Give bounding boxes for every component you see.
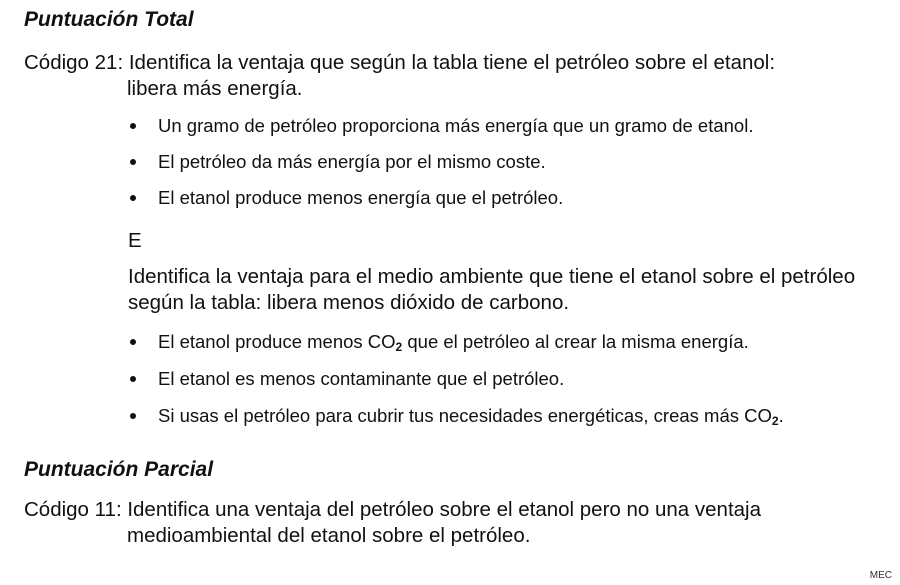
bullet-icon [130,195,136,201]
list-item-text: El etanol es menos contaminante que el petróleo. [158,368,565,389]
bullet-icon [130,123,136,129]
list-item-text: Si usas el petróleo para cubrir tus necesidades energéticas, creas más $CO_2$. [158,405,784,428]
energy-advantage-list [128,114,888,222]
list-item [128,330,888,354]
code-21-block [24,50,884,102]
environment-advantage-paragraph: Identifica la ventaja para el medio ambiente que tiene el etanol sobre el petróleo según la tabla: libera menos dióxido de carbono. [128,265,856,314]
list-item-text: El etanol produce menos energía que el petróleo. [158,187,564,208]
bullet-icon [130,376,136,382]
heading-puntuacion-total: Puntuación Total [24,8,194,31]
bullet-icon [130,413,136,419]
list-item [128,367,888,391]
list-item [128,150,888,174]
subscript: 2 [395,340,403,354]
code-21-continuation: libera más energía. [127,77,303,100]
bullet-icon [130,159,136,165]
code-11-text: Código 11: Identifica una ventaja del petróleo sobre el etanol pero no una ventaja [24,498,762,521]
conjunction-text: E [128,229,142,252]
image-credit: MEC [869,570,892,581]
bullet-icon [130,339,136,345]
heading-puntuacion-parcial: Puntuación Parcial [24,458,214,481]
code-11-block [24,497,884,549]
list-item [128,114,888,138]
list-item-text: Un gramo de petróleo proporciona más energía que un gramo de etanol. [158,115,754,136]
list-item [128,186,888,210]
subscript: 2 [771,414,779,428]
list-item-text: El etanol produce menos $CO_2$ que el petróleo al crear la misma energía. [158,331,749,354]
list-item [128,404,888,428]
code-11-continuation: medioambiental del etanol sobre el petróleo. [127,524,531,547]
list-item-text: El petróleo da más energía por el mismo coste. [158,151,546,172]
code-21-text: Código 21: Identifica la ventaja que según la tabla tiene el petróleo sobre el etanol: [24,51,776,74]
environment-advantage-list [128,330,888,441]
